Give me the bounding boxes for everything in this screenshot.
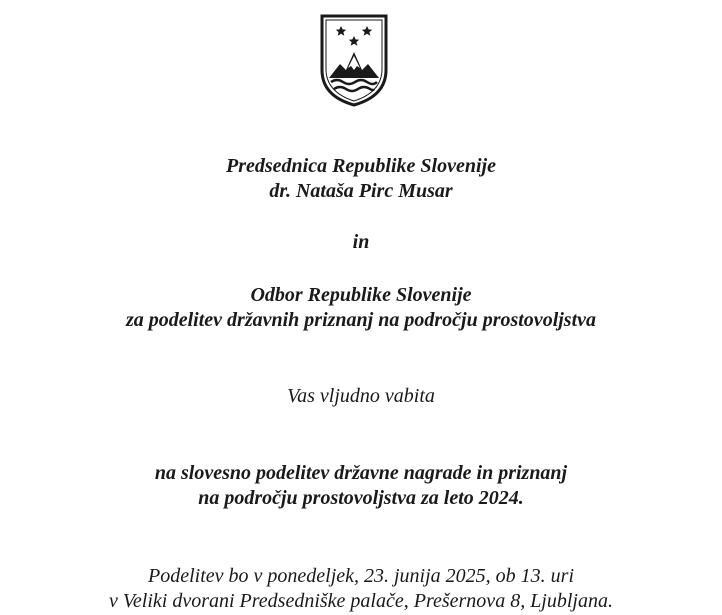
committee-name: Odbor Republike Slovenije	[250, 284, 472, 306]
slovenia-coat-of-arms-icon	[318, 12, 390, 108]
invite-phrase: Vas vljudno vabita	[287, 385, 435, 407]
event-title-line2: na področju prostovoljstva za leto 2024.	[198, 487, 524, 509]
committee-purpose: za podelitev državnih priznanj na področju prostovoljstva	[125, 309, 597, 331]
host-title: Predsednica Republike Slovenije	[226, 155, 496, 177]
conjunction: in	[352, 231, 370, 253]
event-location: v Veliki dvorani Predsedniške palače, Prešernova 8, Ljubljana.	[109, 590, 613, 612]
event-title-line1: na slovesno podelitev državne nagrade in priznanj	[154, 462, 568, 484]
event-date-time: Podelitev bo v ponedeljek, 23. junija 2025, ob 13. uri	[147, 565, 575, 587]
host-name: dr. Nataša Pirc Musar	[269, 180, 453, 202]
